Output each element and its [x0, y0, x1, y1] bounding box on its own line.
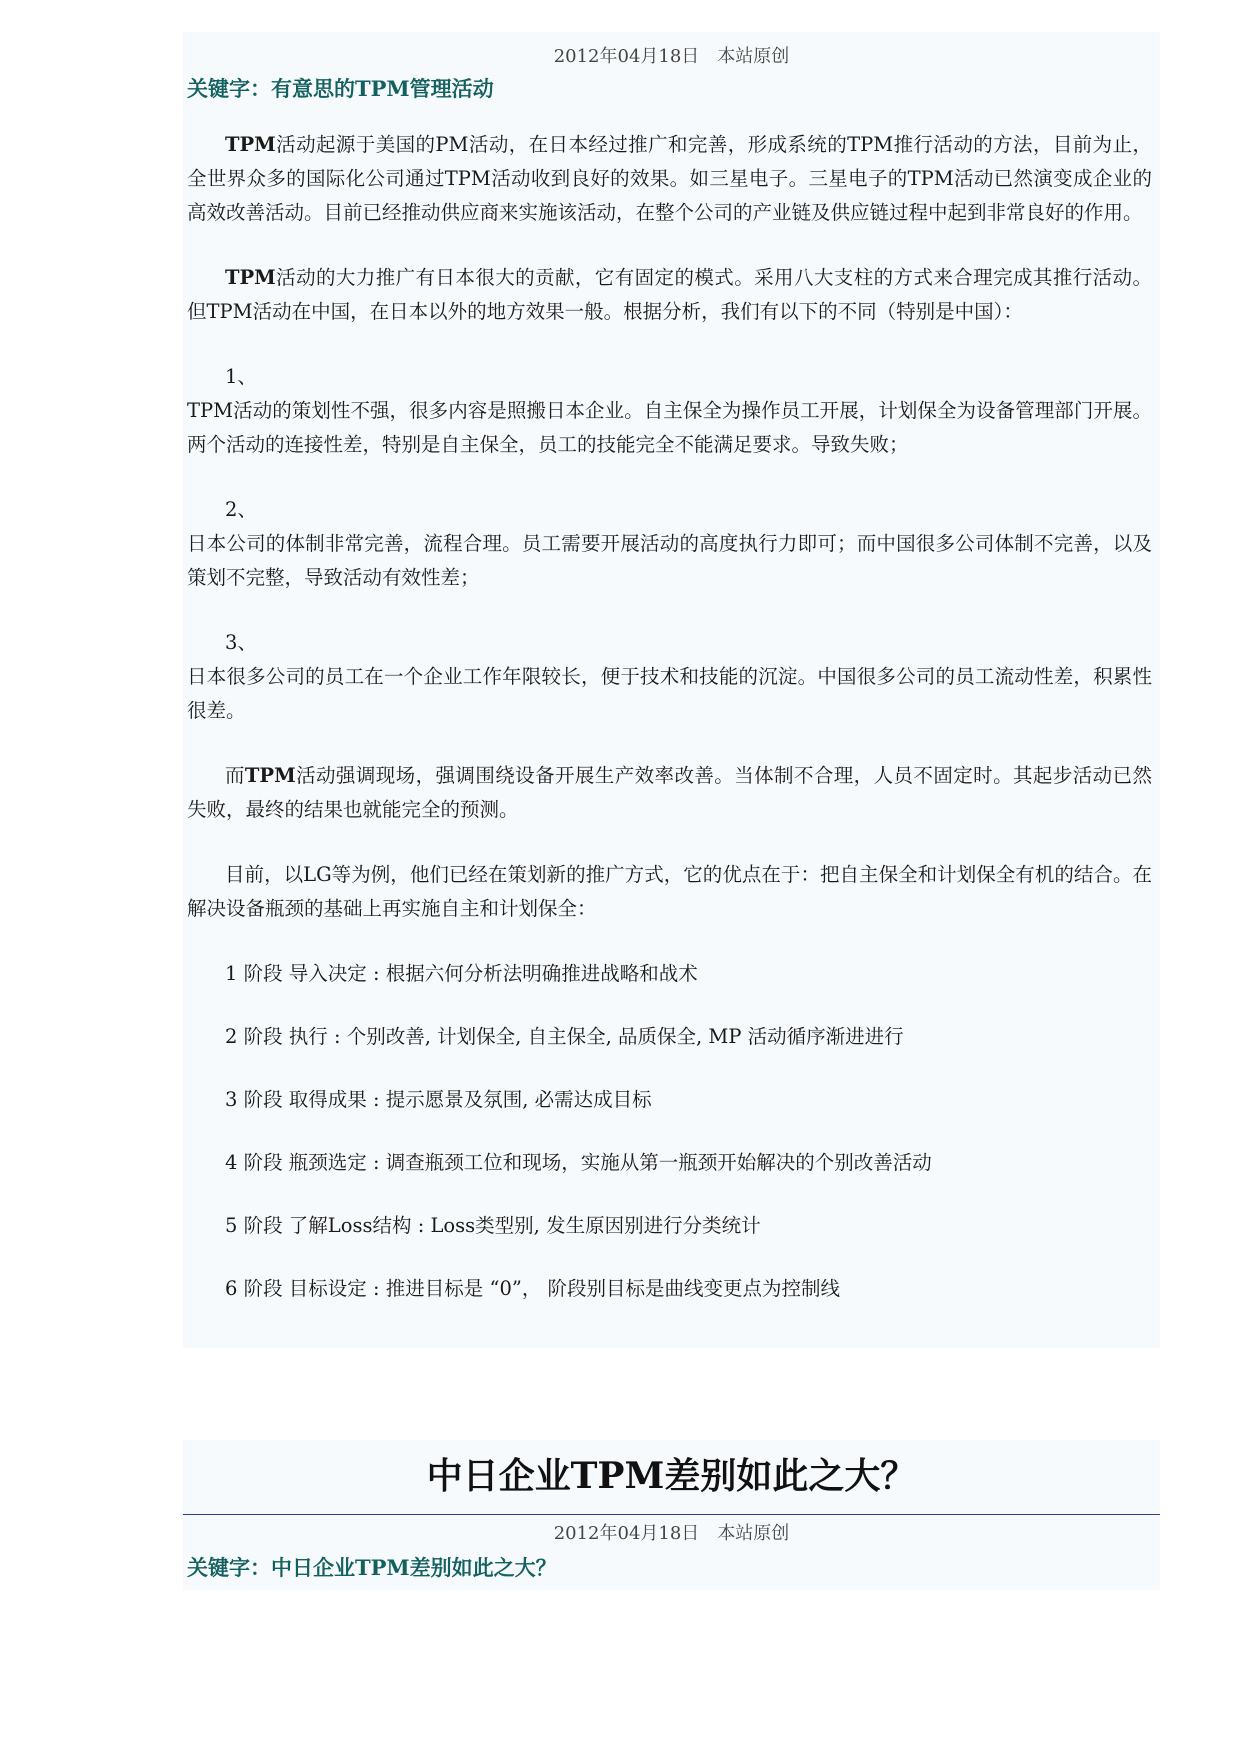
- bold-term: TPM: [244, 764, 296, 787]
- keyword-label: 关键字：: [187, 76, 271, 101]
- numbered-label-1: 1、: [225, 365, 257, 388]
- article-source: 本站原创: [717, 1523, 790, 1544]
- article-title: 中日企业TPM差别如此之大？: [183, 1440, 1160, 1515]
- keyword-line: [183, 1551, 1160, 1585]
- article-meta: [183, 32, 1160, 72]
- stage-item: 5 阶段 了解Loss结构 : Loss类型别, 发生原因别进行分类统计: [225, 1214, 761, 1237]
- paragraph-2: [187, 261, 1152, 329]
- stage-item: 6 阶段 目标设定 : 推进目标是 “0”， 阶段别目标是曲线变更点为控制线: [225, 1277, 841, 1300]
- publish-date: 2012年04月18日: [553, 1523, 700, 1544]
- stage-item: 3 阶段 取得成果 : 提示愿景及氛围, 必需达成目标: [225, 1088, 652, 1111]
- keyword-line: [183, 72, 1160, 106]
- article-source: 本站原创: [717, 46, 790, 67]
- bold-term: TPM: [225, 266, 276, 289]
- stage-item: 4 阶段 瓶颈选定 : 调查瓶颈工位和现场，实施从第一瓶颈开始解决的个别改善活动: [225, 1151, 932, 1174]
- numbered-text-1: TPM活动的策划性不强，很多内容是照搬日本企业。自主保全为操作员工开展，计划保全为设备管理部门开展。两个活动的连接性差，特别是自主保全，员工的技能完全不能满足要求。导致失败；: [187, 399, 1152, 456]
- paragraph-text: 活动的大力推广有日本很大的贡献，它有固定的模式。采用八大支柱的方式来合理完成其推行活动。但TPM活动在中国，在日本以外的地方效果一般。根据分析，我们有以下的不同（特别是中国）：: [187, 266, 1152, 323]
- article-1: [183, 32, 1160, 1348]
- article-body: [183, 128, 1160, 1306]
- paragraph-lead: 而: [225, 764, 245, 787]
- paragraph-text: 活动强调现场，强调围绕设备开展生产效率改善。当体制不合理，人员不固定时。其起步活动已然失败，最终的结果也就能完全的预测。: [187, 764, 1152, 821]
- paragraph-4: 目前，以LG等为例，他们已经在策划新的推广方式，它的优点在于：把自主保全和计划保全有机的结合。在解决设备瓶颈的基础上再实施自主和计划保全：: [187, 863, 1152, 920]
- numbered-label-2: 2、: [225, 498, 257, 521]
- article-meta: [183, 1515, 1160, 1551]
- paragraph-text: 活动起源于美国的PM活动，在日本经过推广和完善，形成系统的TPM推行活动的方法，目前为止，全世界众多的国际化公司通过TPM活动收到良好的效果。如三星电子。三星电子的TPM活动已然演变成企业的高效改善活动。目前已经推动供应商来实施该活动，在整个公司的产业链及供应链过程中起到非常良好的作用。: [187, 133, 1152, 224]
- numbered-text-3: 日本很多公司的员工在一个企业工作年限较长，便于技术和技能的沉淀。中国很多公司的员工流动性差，积累性很差。: [187, 665, 1152, 722]
- stage-item: 2 阶段 执行 : 个别改善, 计划保全, 自主保全, 品质保全, MP 活动循序渐进进行: [225, 1025, 904, 1048]
- numbered-text-2: 日本公司的体制非常完善，流程合理。员工需要开展活动的高度执行力即可；而中国很多公司体制不完善，以及策划不完整，导致活动有效性差；: [187, 532, 1152, 589]
- keyword-value: 中日企业TPM差别如此之大？: [271, 1555, 557, 1580]
- numbered-label-3: 3、: [225, 631, 257, 654]
- paragraph-3: [187, 759, 1152, 827]
- keyword-value: 有意思的TPM管理活动: [271, 76, 494, 101]
- article-2: [183, 1440, 1160, 1590]
- publish-date: 2012年04月18日: [553, 46, 700, 67]
- bold-term: TPM: [225, 133, 276, 156]
- stage-list: [187, 957, 1152, 1306]
- paragraph-1: [187, 128, 1152, 230]
- stage-item: 1 阶段 导入决定 : 根据六何分析法明确推进战略和战术: [225, 962, 698, 985]
- keyword-label: 关键字：: [187, 1555, 271, 1580]
